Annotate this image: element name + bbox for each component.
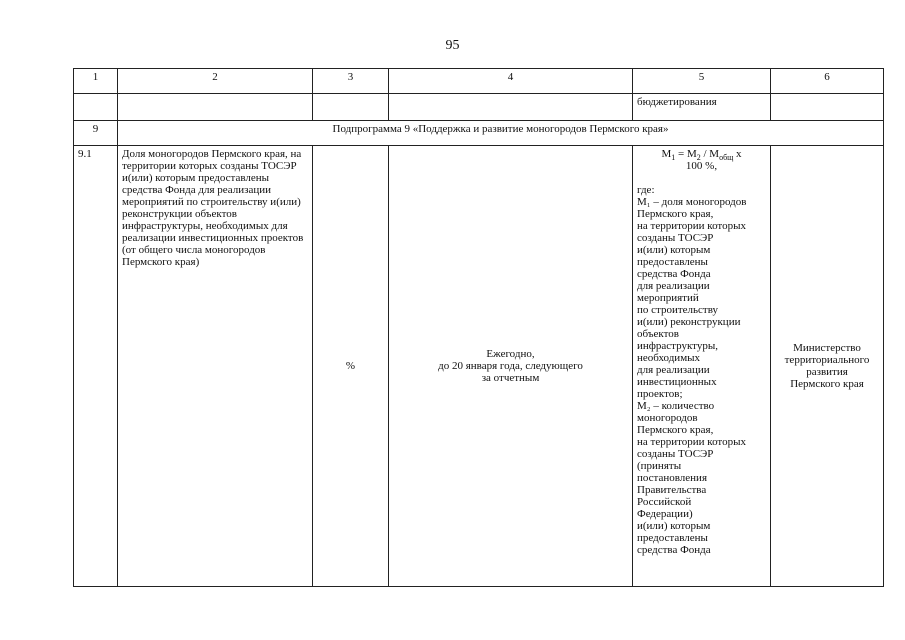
header-cell-3: 3 — [313, 69, 389, 94]
continuation-cell-1 — [74, 94, 118, 121]
indicator-name: Доля моногородов Пермского края, на территории которых созданы ТОСЭР и(или) которым предоставлены средства Фонда для реализации мероприятий по строительству и(или) реконструкции объектов инфраструктуры, необходимых для реализации инвестиционных проектов (от общего числа моногородов Пермского края) — [118, 146, 313, 587]
continuation-cell-6 — [771, 94, 884, 121]
header-cell-6: 6 — [771, 69, 884, 94]
continuation-row — [74, 94, 884, 121]
subprogram-title: Подпрограмма 9 «Поддержка и развитие моногородов Пермского края» — [118, 121, 884, 146]
header-cell-4: 4 — [389, 69, 633, 94]
indicators-table — [73, 68, 884, 587]
indicator-number: 9.1 — [74, 146, 118, 587]
header-cell-2: 2 — [118, 69, 313, 94]
header-cell-1: 1 — [74, 69, 118, 94]
formula-percent: 100 %, — [685, 160, 718, 172]
header-row — [74, 69, 884, 94]
header-cell-5: 5 — [633, 69, 771, 94]
responsible-authority: Министерство территориального развития Пермского края — [771, 146, 884, 587]
indicator-row — [74, 146, 884, 587]
continuation-cell-4 — [389, 94, 633, 121]
subprogram-number: 9 — [74, 121, 118, 146]
continuation-cell-5: бюджетирования — [633, 94, 771, 121]
continuation-cell-2 — [118, 94, 313, 121]
continuation-cell-3 — [313, 94, 389, 121]
indicator-formula-cell — [633, 146, 771, 587]
page-number: 95 — [445, 38, 460, 53]
formula: $М_1 = М_2 / М_{общ}$ х — [661, 148, 742, 163]
subprogram-row — [74, 121, 884, 146]
indicator-unit: % — [313, 146, 389, 587]
formula-explanation: где: М₁ – доля моногородов Пермского края, на территории которых созданы ТОСЭР и(или) которым предоставлены средства Фонда для реализации мероприятий по строительству и(или) реконструкции объектов инфраструктуры, необходимых для реализации инвестиционных проектов; М₂ – количество моногородов Пермского края, на территории которых созданы ТОСЭР (приняты постановления Правительства Российской Федерации) и(или) которым предоставлены средства Фонда — [637, 184, 747, 556]
indicator-period: Ежегодно, до 20 января года, следующего за отчетным — [389, 146, 633, 587]
